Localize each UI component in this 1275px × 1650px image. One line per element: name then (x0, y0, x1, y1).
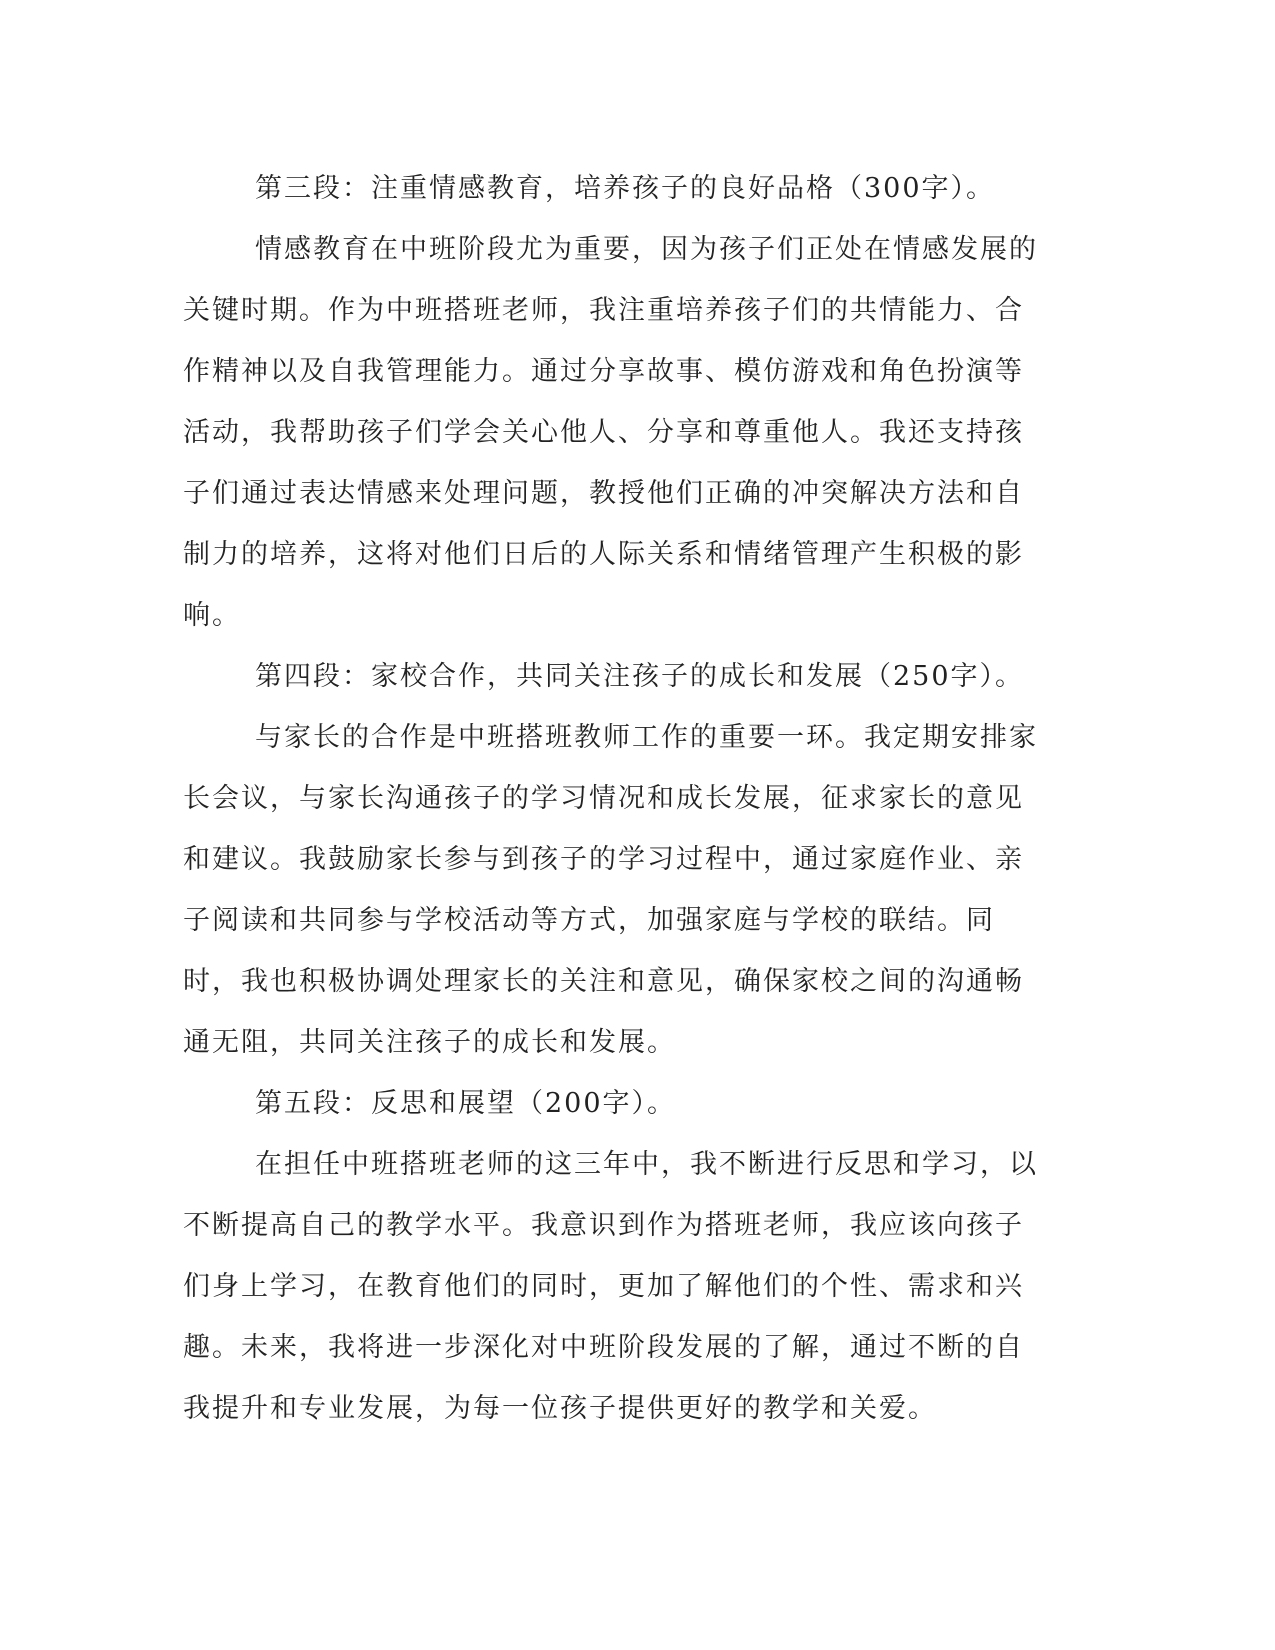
section-3-body: 情感教育在中班阶段尤为重要，因为孩子们正处在情感发展的关键时期。作为中班搭班老师，我注重培养孩子们的共情能力、合作精神以及自我管理能力。通过分享故事、模仿游戏和角色扮演等活动，我帮助孩子们学会关心他人、分享和尊重他人。我还支持孩子们通过表达情感来处理问题，教授他们正确的冲突解决方法和自制力的培养，这将对他们日后的人际关系和情绪管理产生积极的影响。 (183, 234, 1038, 631)
section-4-body: 与家长的合作是中班搭班教师工作的重要一环。我定期安排家长会议，与家长沟通孩子的学习情况和成长发展，征求家长的意见和建议。我鼓励家长参与到孩子的学习过程中，通过家庭作业、亲子阅读和共同参与学校活动等方式，加强家庭与学校的联结。同时，我也积极协调处理家长的关注和意见，确保家校之间的沟通畅通无阻，共同关注孩子的成长和发展。 (183, 722, 1038, 1058)
document-body (183, 158, 1043, 1439)
section-5-body: 在担任中班搭班老师的这三年中，我不断进行反思和学习，以不断提高自己的教学水平。我意识到作为搭班老师，我应该向孩子们身上学习，在教育他们的同时，更加了解他们的个性、需求和兴趣。未来，我将进一步深化对中班阶段发展的了解，通过不断的自我提升和专业发展，为每一位孩子提供更好的教学和关爱。 (183, 1149, 1038, 1424)
section-4-heading: 第四段：家校合作，共同关注孩子的成长和发展（250字）。 (255, 661, 1025, 692)
section-3-heading: 第三段：注重情感教育，培养孩子的良好品格（300字）。 (255, 173, 996, 204)
section-5-heading: 第五段：反思和展望（200字）。 (255, 1088, 677, 1119)
